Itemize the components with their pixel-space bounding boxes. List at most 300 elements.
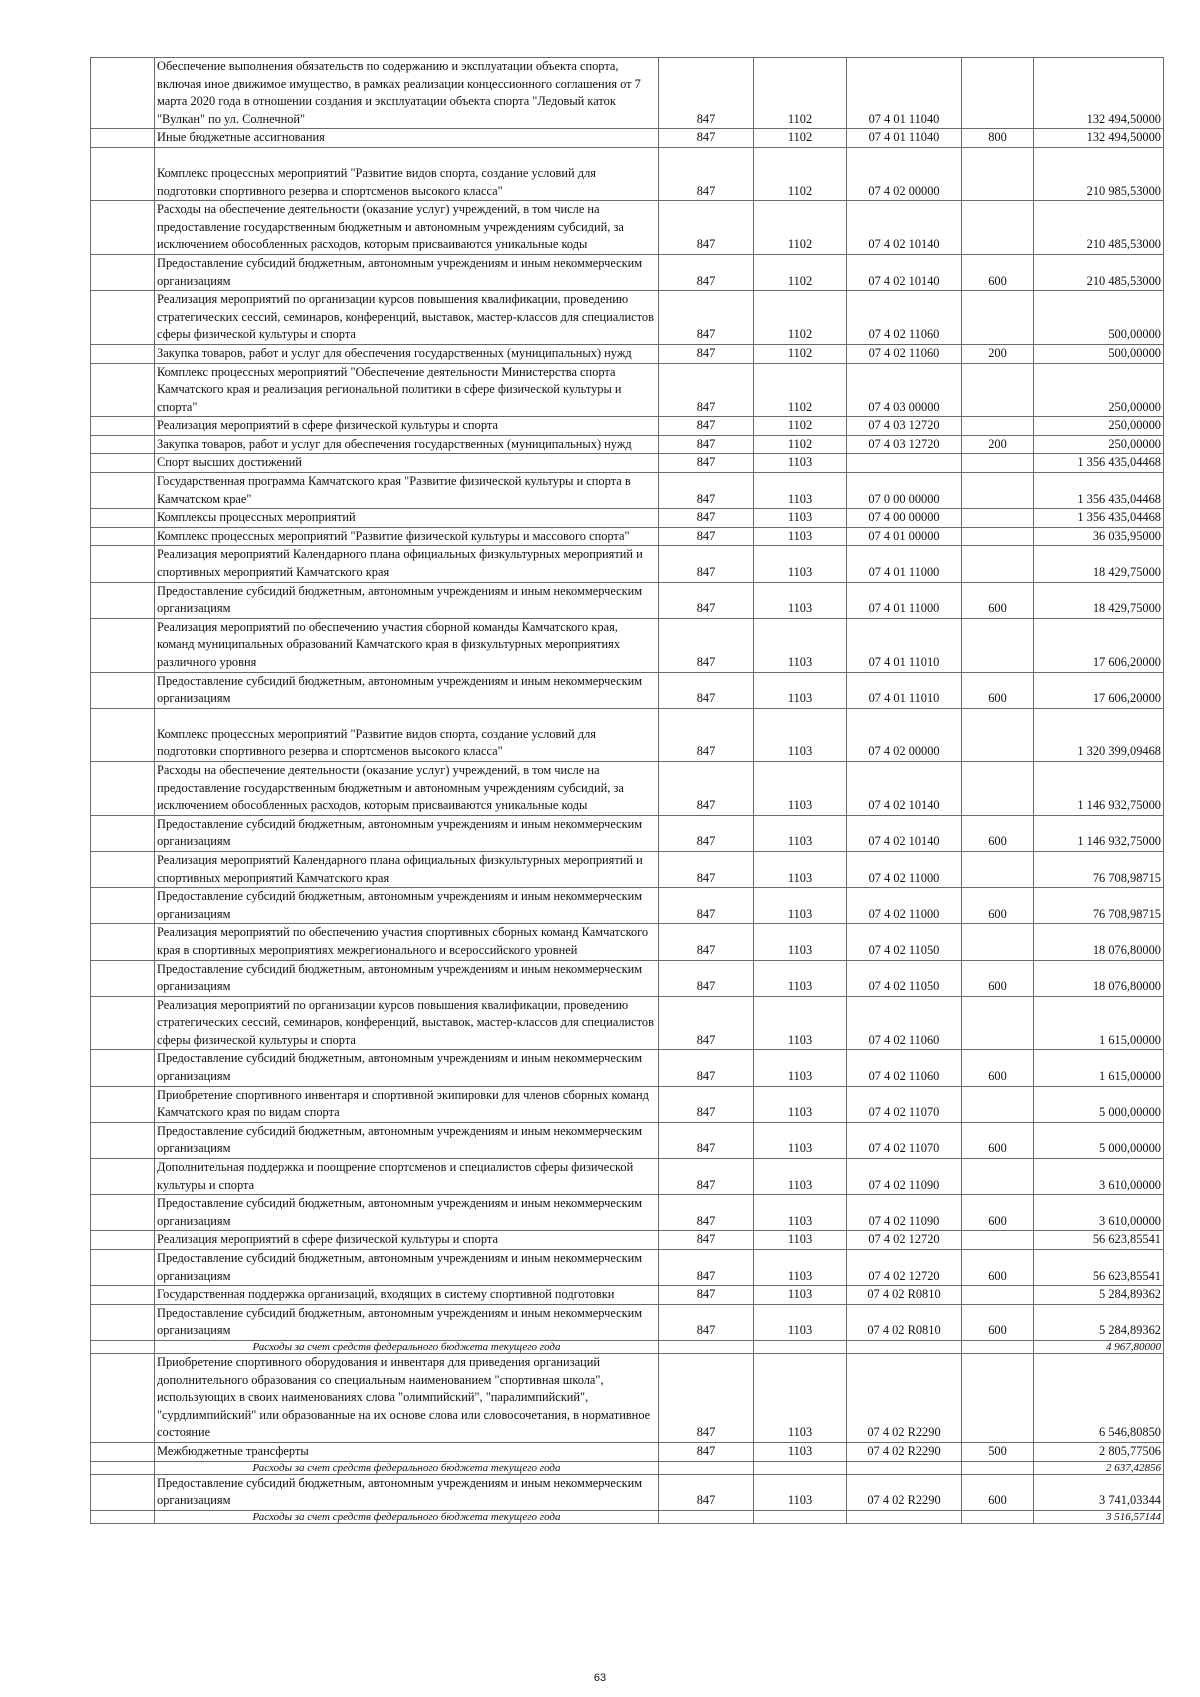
row-sum-cell: 17 606,20000 bbox=[1034, 672, 1164, 708]
row-sum-cell: 18 076,80000 bbox=[1034, 924, 1164, 960]
row-expense-type-cell bbox=[962, 58, 1034, 129]
table-row bbox=[91, 888, 1164, 924]
row-target-article-cell: 07 0 00 00000 bbox=[847, 473, 962, 509]
row-index-cell bbox=[91, 147, 155, 200]
row-grbs-cell: 847 bbox=[659, 1353, 754, 1442]
row-expense-type-cell bbox=[962, 924, 1034, 960]
row-section-cell: 1103 bbox=[754, 454, 847, 473]
row-index-cell bbox=[91, 888, 155, 924]
row-name-cell: Предоставление субсидий бюджетным, автономным учреждениям и иным некоммерческим организациям bbox=[155, 1195, 659, 1231]
budget-table bbox=[90, 57, 1164, 1524]
row-section-cell: 1102 bbox=[754, 435, 847, 454]
row-grbs-cell: 847 bbox=[659, 1442, 754, 1461]
row-section-cell bbox=[754, 1461, 847, 1474]
row-expense-type-cell bbox=[962, 1461, 1034, 1474]
table-row bbox=[91, 996, 1164, 1050]
row-section-cell: 1102 bbox=[754, 58, 847, 129]
row-index-cell bbox=[91, 1195, 155, 1231]
row-name-cell: Предоставление субсидий бюджетным, автономным учреждениям и иным некоммерческим организациям bbox=[155, 1474, 659, 1510]
row-sum-cell: 3 610,00000 bbox=[1034, 1159, 1164, 1195]
row-target-article-cell: 07 4 02 11050 bbox=[847, 960, 962, 996]
row-sum-cell: 2 805,77506 bbox=[1034, 1442, 1164, 1461]
row-sum-cell: 1 356 435,04468 bbox=[1034, 509, 1164, 528]
row-sum-cell: 132 494,50000 bbox=[1034, 129, 1164, 148]
table-row bbox=[91, 291, 1164, 345]
row-name-cell: Реализация мероприятий Календарного плана официальных физкультурных мероприятий и спортивных мероприятий Камчатского края bbox=[155, 546, 659, 582]
row-grbs-cell: 847 bbox=[659, 888, 754, 924]
row-target-article-cell: 07 4 02 12720 bbox=[847, 1231, 962, 1250]
row-sum-cell: 18 429,75000 bbox=[1034, 582, 1164, 618]
row-expense-type-cell bbox=[962, 618, 1034, 672]
table-row bbox=[91, 1442, 1164, 1461]
row-expense-type-cell bbox=[962, 147, 1034, 200]
row-sum-cell: 6 546,80850 bbox=[1034, 1353, 1164, 1442]
row-expense-type-cell: 800 bbox=[962, 129, 1034, 148]
row-name-cell: Иные бюджетные ассигнования bbox=[155, 129, 659, 148]
row-grbs-cell: 847 bbox=[659, 454, 754, 473]
row-index-cell bbox=[91, 1442, 155, 1461]
row-index-cell bbox=[91, 708, 155, 761]
row-section-cell: 1103 bbox=[754, 618, 847, 672]
row-name-cell: Предоставление субсидий бюджетным, автономным учреждениям и иным некоммерческим организациям bbox=[155, 1304, 659, 1340]
row-section-cell: 1103 bbox=[754, 1122, 847, 1158]
table-row bbox=[91, 618, 1164, 672]
row-sum-cell: 36 035,95000 bbox=[1034, 527, 1164, 546]
row-name-cell: Реализация мероприятий по обеспечению участия спортивных сборных команд Камчатского края в спортивных мероприятиях межрегионального и всероссийского уровней bbox=[155, 924, 659, 960]
row-sum-cell: 210 985,53000 bbox=[1034, 147, 1164, 200]
row-section-cell: 1103 bbox=[754, 1250, 847, 1286]
row-sum-cell: 3 741,03344 bbox=[1034, 1474, 1164, 1510]
row-sum-cell: 5 000,00000 bbox=[1034, 1122, 1164, 1158]
row-target-article-cell: 07 4 01 11010 bbox=[847, 618, 962, 672]
row-index-cell bbox=[91, 815, 155, 851]
table-row bbox=[91, 1195, 1164, 1231]
table-row bbox=[91, 1250, 1164, 1286]
row-name-cell: Расходы за счет средств федерального бюджета текущего года bbox=[155, 1510, 659, 1523]
row-expense-type-cell: 200 bbox=[962, 435, 1034, 454]
row-target-article-cell: 07 4 01 11000 bbox=[847, 582, 962, 618]
row-grbs-cell: 847 bbox=[659, 672, 754, 708]
row-grbs-cell: 847 bbox=[659, 254, 754, 290]
row-name-cell: Предоставление субсидий бюджетным, автономным учреждениям и иным некоммерческим организациям bbox=[155, 1250, 659, 1286]
row-grbs-cell: 847 bbox=[659, 509, 754, 528]
row-index-cell bbox=[91, 1353, 155, 1442]
row-target-article-cell bbox=[847, 1510, 962, 1523]
row-grbs-cell: 847 bbox=[659, 363, 754, 417]
row-name-cell: Комплекс процессных мероприятий "Развитие видов спорта, создание условий для подготовки спортивного резерва и спортсменов высокого класса" bbox=[155, 147, 659, 200]
row-sum-cell: 210 485,53000 bbox=[1034, 254, 1164, 290]
row-section-cell: 1103 bbox=[754, 851, 847, 887]
row-sum-cell: 500,00000 bbox=[1034, 291, 1164, 345]
row-section-cell: 1103 bbox=[754, 672, 847, 708]
row-name-cell: Приобретение спортивного оборудования и инвентаря для приведения организаций дополнительного образования со специальным наименованием "спортивная школа", использующих в своих наименованиях слова "олимпийский", "паралимпийский", "сурдлимпийский" или образованные на их основе слова или словосочетания, в нормативное состояние bbox=[155, 1353, 659, 1442]
row-index-cell bbox=[91, 1510, 155, 1523]
table-row bbox=[91, 1159, 1164, 1195]
row-section-cell: 1103 bbox=[754, 1286, 847, 1305]
table-row bbox=[91, 129, 1164, 148]
table-row bbox=[91, 473, 1164, 509]
row-name-cell: Предоставление субсидий бюджетным, автономным учреждениям и иным некоммерческим организациям bbox=[155, 672, 659, 708]
row-index-cell bbox=[91, 527, 155, 546]
row-grbs-cell: 847 bbox=[659, 546, 754, 582]
row-name-cell: Реализация мероприятий по организации курсов повышения квалификации, проведению стратегических сессий, семинаров, конференций, выставок, мастер-классов для специалистов сферы физической культуры и спорта bbox=[155, 996, 659, 1050]
table-row bbox=[91, 201, 1164, 255]
row-section-cell: 1103 bbox=[754, 1304, 847, 1340]
row-sum-cell: 250,00000 bbox=[1034, 363, 1164, 417]
row-index-cell bbox=[91, 1250, 155, 1286]
row-target-article-cell: 07 4 02 10140 bbox=[847, 815, 962, 851]
row-target-article-cell: 07 4 02 R2290 bbox=[847, 1353, 962, 1442]
table-row bbox=[91, 147, 1164, 200]
row-index-cell bbox=[91, 417, 155, 436]
row-section-cell: 1102 bbox=[754, 363, 847, 417]
row-sum-cell: 4 967,80000 bbox=[1034, 1340, 1164, 1353]
row-section-cell: 1102 bbox=[754, 201, 847, 255]
row-sum-cell: 1 146 932,75000 bbox=[1034, 815, 1164, 851]
row-target-article-cell: 07 4 01 11040 bbox=[847, 129, 962, 148]
row-index-cell bbox=[91, 1461, 155, 1474]
row-index-cell bbox=[91, 546, 155, 582]
row-sum-cell: 132 494,50000 bbox=[1034, 58, 1164, 129]
row-section-cell: 1103 bbox=[754, 708, 847, 761]
row-grbs-cell: 847 bbox=[659, 1122, 754, 1158]
row-section-cell: 1103 bbox=[754, 960, 847, 996]
row-section-cell bbox=[754, 1340, 847, 1353]
row-grbs-cell bbox=[659, 1461, 754, 1474]
row-expense-type-cell: 600 bbox=[962, 888, 1034, 924]
row-grbs-cell bbox=[659, 1340, 754, 1353]
row-sum-cell: 3 516,57144 bbox=[1034, 1510, 1164, 1523]
row-name-cell: Комплекс процессных мероприятий "Развитие физической культуры и массового спорта" bbox=[155, 527, 659, 546]
table-row bbox=[91, 509, 1164, 528]
row-sum-cell: 1 320 399,09468 bbox=[1034, 708, 1164, 761]
row-section-cell: 1103 bbox=[754, 582, 847, 618]
row-section-cell: 1103 bbox=[754, 924, 847, 960]
row-sum-cell: 1 356 435,04468 bbox=[1034, 454, 1164, 473]
row-index-cell bbox=[91, 254, 155, 290]
row-section-cell: 1102 bbox=[754, 344, 847, 363]
row-index-cell bbox=[91, 1340, 155, 1353]
row-grbs-cell: 847 bbox=[659, 473, 754, 509]
row-expense-type-cell bbox=[962, 761, 1034, 815]
table-row bbox=[91, 1122, 1164, 1158]
row-expense-type-cell bbox=[962, 1159, 1034, 1195]
table-row bbox=[91, 1231, 1164, 1250]
row-expense-type-cell: 200 bbox=[962, 344, 1034, 363]
row-section-cell: 1103 bbox=[754, 1353, 847, 1442]
budget-table-body bbox=[91, 58, 1164, 1524]
federal-budget-row bbox=[91, 1510, 1164, 1523]
row-target-article-cell: 07 4 02 11090 bbox=[847, 1195, 962, 1231]
table-row bbox=[91, 582, 1164, 618]
row-section-cell bbox=[754, 1510, 847, 1523]
row-expense-type-cell bbox=[962, 417, 1034, 436]
row-target-article-cell: 07 4 02 R2290 bbox=[847, 1474, 962, 1510]
row-expense-type-cell bbox=[962, 1231, 1034, 1250]
table-row bbox=[91, 851, 1164, 887]
row-sum-cell: 56 623,85541 bbox=[1034, 1231, 1164, 1250]
row-index-cell bbox=[91, 618, 155, 672]
row-expense-type-cell: 600 bbox=[962, 960, 1034, 996]
row-target-article-cell: 07 4 02 11050 bbox=[847, 924, 962, 960]
row-expense-type-cell bbox=[962, 1353, 1034, 1442]
row-grbs-cell: 847 bbox=[659, 1231, 754, 1250]
row-grbs-cell: 847 bbox=[659, 344, 754, 363]
row-grbs-cell: 847 bbox=[659, 58, 754, 129]
row-section-cell: 1103 bbox=[754, 473, 847, 509]
row-expense-type-cell bbox=[962, 509, 1034, 528]
row-name-cell: Обеспечение выполнения обязательств по содержанию и эксплуатации объекта спорта, включая иное движимое имущество, в рамках реализации концессионного соглашения от 7 марта 2020 года в отношении создания и эксплуатации объекта спорта "Ледовый каток "Вулкан" по ул. Солнечной" bbox=[155, 58, 659, 129]
row-name-cell: Закупка товаров, работ и услуг для обеспечения государственных (муниципальных) нужд bbox=[155, 344, 659, 363]
row-name-cell: Дополнительная поддержка и поощрение спортсменов и специалистов сферы физической культуры и спорта bbox=[155, 1159, 659, 1195]
row-expense-type-cell bbox=[962, 851, 1034, 887]
row-grbs-cell: 847 bbox=[659, 417, 754, 436]
row-grbs-cell: 847 bbox=[659, 582, 754, 618]
row-index-cell bbox=[91, 1304, 155, 1340]
row-target-article-cell bbox=[847, 454, 962, 473]
row-index-cell bbox=[91, 924, 155, 960]
row-section-cell: 1103 bbox=[754, 509, 847, 528]
table-row bbox=[91, 960, 1164, 996]
row-expense-type-cell bbox=[962, 363, 1034, 417]
table-row bbox=[91, 1304, 1164, 1340]
row-target-article-cell bbox=[847, 1461, 962, 1474]
row-grbs-cell: 847 bbox=[659, 1195, 754, 1231]
table-row bbox=[91, 454, 1164, 473]
row-grbs-cell: 847 bbox=[659, 960, 754, 996]
table-row bbox=[91, 708, 1164, 761]
row-grbs-cell: 847 bbox=[659, 1159, 754, 1195]
row-sum-cell: 5 284,89362 bbox=[1034, 1286, 1164, 1305]
row-expense-type-cell: 600 bbox=[962, 254, 1034, 290]
row-grbs-cell: 847 bbox=[659, 291, 754, 345]
row-grbs-cell: 847 bbox=[659, 708, 754, 761]
row-target-article-cell bbox=[847, 1340, 962, 1353]
row-name-cell: Расходы на обеспечение деятельности (оказание услуг) учреждений, в том числе на предоставление государственным бюджетным и автономным учреждениям субсидий, за исключением обособленных расходов, которым присваиваются уникальные коды bbox=[155, 761, 659, 815]
row-target-article-cell: 07 4 02 11060 bbox=[847, 1050, 962, 1086]
row-expense-type-cell bbox=[962, 1086, 1034, 1122]
row-name-cell: Предоставление субсидий бюджетным, автономным учреждениям и иным некоммерческим организациям bbox=[155, 582, 659, 618]
row-grbs-cell: 847 bbox=[659, 129, 754, 148]
row-section-cell: 1103 bbox=[754, 761, 847, 815]
row-name-cell: Предоставление субсидий бюджетным, автономным учреждениям и иным некоммерческим организациям bbox=[155, 888, 659, 924]
row-section-cell: 1103 bbox=[754, 1195, 847, 1231]
row-section-cell: 1103 bbox=[754, 1231, 847, 1250]
row-expense-type-cell bbox=[962, 1286, 1034, 1305]
row-name-cell: Государственная поддержка организаций, входящих в систему спортивной подготовки bbox=[155, 1286, 659, 1305]
row-expense-type-cell: 600 bbox=[962, 1474, 1034, 1510]
table-row bbox=[91, 1086, 1164, 1122]
row-section-cell: 1103 bbox=[754, 996, 847, 1050]
row-target-article-cell: 07 4 03 12720 bbox=[847, 435, 962, 454]
row-index-cell bbox=[91, 960, 155, 996]
federal-budget-row bbox=[91, 1461, 1164, 1474]
row-target-article-cell: 07 4 03 12720 bbox=[847, 417, 962, 436]
row-name-cell: Реализация мероприятий в сфере физической культуры и спорта bbox=[155, 417, 659, 436]
row-index-cell bbox=[91, 291, 155, 345]
row-sum-cell: 3 610,00000 bbox=[1034, 1195, 1164, 1231]
row-name-cell: Расходы за счет средств федерального бюджета текущего года bbox=[155, 1340, 659, 1353]
row-name-cell: Закупка товаров, работ и услуг для обеспечения государственных (муниципальных) нужд bbox=[155, 435, 659, 454]
row-index-cell bbox=[91, 851, 155, 887]
row-name-cell: Реализация мероприятий по организации курсов повышения квалификации, проведению стратегических сессий, семинаров, конференций, выставок, мастер-классов для специалистов сферы физической культуры и спорта bbox=[155, 291, 659, 345]
row-target-article-cell: 07 4 02 00000 bbox=[847, 708, 962, 761]
row-target-article-cell: 07 4 01 11000 bbox=[847, 546, 962, 582]
row-name-cell: Реализация мероприятий по обеспечению участия сборной команды Камчатского края, команд муниципальных образований Камчатского края в физкультурных мероприятиях различного уровня bbox=[155, 618, 659, 672]
row-index-cell bbox=[91, 363, 155, 417]
row-name-cell: Приобретение спортивного инвентаря и спортивной экипировки для членов сборных команд Камчатского края по видам спорта bbox=[155, 1086, 659, 1122]
table-row bbox=[91, 761, 1164, 815]
row-sum-cell: 76 708,98715 bbox=[1034, 851, 1164, 887]
row-index-cell bbox=[91, 129, 155, 148]
row-expense-type-cell: 600 bbox=[962, 1304, 1034, 1340]
row-expense-type-cell: 500 bbox=[962, 1442, 1034, 1461]
row-name-cell: Спорт высших достижений bbox=[155, 454, 659, 473]
row-expense-type-cell bbox=[962, 1340, 1034, 1353]
row-section-cell: 1102 bbox=[754, 129, 847, 148]
table-row bbox=[91, 417, 1164, 436]
page-number: 63 bbox=[593, 1672, 607, 1684]
row-name-cell: Предоставление субсидий бюджетным, автономным учреждениям и иным некоммерческим организациям bbox=[155, 815, 659, 851]
row-index-cell bbox=[91, 435, 155, 454]
row-section-cell: 1103 bbox=[754, 888, 847, 924]
row-expense-type-cell: 600 bbox=[962, 582, 1034, 618]
table-row bbox=[91, 924, 1164, 960]
row-expense-type-cell: 600 bbox=[962, 1250, 1034, 1286]
row-index-cell bbox=[91, 58, 155, 129]
row-sum-cell: 250,00000 bbox=[1034, 435, 1164, 454]
row-section-cell: 1103 bbox=[754, 1086, 847, 1122]
row-section-cell: 1103 bbox=[754, 546, 847, 582]
row-index-cell bbox=[91, 582, 155, 618]
row-grbs-cell bbox=[659, 1510, 754, 1523]
row-target-article-cell: 07 4 02 11000 bbox=[847, 888, 962, 924]
row-expense-type-cell: 600 bbox=[962, 1122, 1034, 1158]
row-grbs-cell: 847 bbox=[659, 1250, 754, 1286]
row-sum-cell: 2 637,42856 bbox=[1034, 1461, 1164, 1474]
row-name-cell: Расходы на обеспечение деятельности (оказание услуг) учреждений, в том числе на предоставление государственным бюджетным и автономным учреждениям субсидий, за исключением обособленных расходов, которым присваиваются уникальные коды bbox=[155, 201, 659, 255]
row-sum-cell: 76 708,98715 bbox=[1034, 888, 1164, 924]
row-expense-type-cell bbox=[962, 996, 1034, 1050]
row-index-cell bbox=[91, 1474, 155, 1510]
row-index-cell bbox=[91, 1050, 155, 1086]
row-target-article-cell: 07 4 01 11010 bbox=[847, 672, 962, 708]
row-grbs-cell: 847 bbox=[659, 815, 754, 851]
row-expense-type-cell bbox=[962, 546, 1034, 582]
row-expense-type-cell bbox=[962, 201, 1034, 255]
row-index-cell bbox=[91, 1231, 155, 1250]
row-grbs-cell: 847 bbox=[659, 1050, 754, 1086]
row-name-cell: Реализация мероприятий Календарного плана официальных физкультурных мероприятий и спортивных мероприятий Камчатского края bbox=[155, 851, 659, 887]
table-row bbox=[91, 344, 1164, 363]
row-target-article-cell: 07 4 02 R0810 bbox=[847, 1304, 962, 1340]
row-section-cell: 1103 bbox=[754, 1050, 847, 1086]
row-target-article-cell: 07 4 01 11040 bbox=[847, 58, 962, 129]
table-row bbox=[91, 1353, 1164, 1442]
row-target-article-cell: 07 4 02 R2290 bbox=[847, 1442, 962, 1461]
row-sum-cell: 1 615,00000 bbox=[1034, 996, 1164, 1050]
row-grbs-cell: 847 bbox=[659, 201, 754, 255]
row-sum-cell: 1 146 932,75000 bbox=[1034, 761, 1164, 815]
row-target-article-cell: 07 4 02 11090 bbox=[847, 1159, 962, 1195]
row-name-cell: Предоставление субсидий бюджетным, автономным учреждениям и иным некоммерческим организациям bbox=[155, 1050, 659, 1086]
table-row bbox=[91, 672, 1164, 708]
row-index-cell bbox=[91, 473, 155, 509]
table-row bbox=[91, 1050, 1164, 1086]
row-expense-type-cell bbox=[962, 708, 1034, 761]
row-grbs-cell: 847 bbox=[659, 435, 754, 454]
row-expense-type-cell bbox=[962, 473, 1034, 509]
row-section-cell: 1102 bbox=[754, 147, 847, 200]
row-target-article-cell: 07 4 02 11070 bbox=[847, 1086, 962, 1122]
row-sum-cell: 250,00000 bbox=[1034, 417, 1164, 436]
row-name-cell: Государственная программа Камчатского края "Развитие физической культуры и спорта в Камчатском крае" bbox=[155, 473, 659, 509]
row-target-article-cell: 07 4 02 11060 bbox=[847, 996, 962, 1050]
row-grbs-cell: 847 bbox=[659, 1086, 754, 1122]
row-sum-cell: 500,00000 bbox=[1034, 344, 1164, 363]
row-index-cell bbox=[91, 1286, 155, 1305]
row-name-cell: Расходы за счет средств федерального бюджета текущего года bbox=[155, 1461, 659, 1474]
row-grbs-cell: 847 bbox=[659, 1304, 754, 1340]
row-grbs-cell: 847 bbox=[659, 147, 754, 200]
row-name-cell: Комплекс процессных мероприятий "Развитие видов спорта, создание условий для подготовки спортивного резерва и спортсменов высокого класса" bbox=[155, 708, 659, 761]
table-row bbox=[91, 1286, 1164, 1305]
row-target-article-cell: 07 4 02 00000 bbox=[847, 147, 962, 200]
table-row bbox=[91, 527, 1164, 546]
row-grbs-cell: 847 bbox=[659, 851, 754, 887]
row-index-cell bbox=[91, 344, 155, 363]
row-section-cell: 1102 bbox=[754, 417, 847, 436]
row-sum-cell: 1 615,00000 bbox=[1034, 1050, 1164, 1086]
row-grbs-cell: 847 bbox=[659, 761, 754, 815]
table-row bbox=[91, 546, 1164, 582]
row-name-cell: Предоставление субсидий бюджетным, автономным учреждениям и иным некоммерческим организациям bbox=[155, 960, 659, 996]
row-index-cell bbox=[91, 201, 155, 255]
row-sum-cell: 18 429,75000 bbox=[1034, 546, 1164, 582]
row-target-article-cell: 07 4 02 11000 bbox=[847, 851, 962, 887]
row-name-cell: Комплекс процессных мероприятий "Обеспечение деятельности Министерства спорта Камчатского края и реализация региональной политики в сфере физической культуры и спорта" bbox=[155, 363, 659, 417]
row-target-article-cell: 07 4 00 00000 bbox=[847, 509, 962, 528]
row-name-cell: Межбюджетные трансферты bbox=[155, 1442, 659, 1461]
table-row bbox=[91, 254, 1164, 290]
row-index-cell bbox=[91, 509, 155, 528]
row-target-article-cell: 07 4 02 11070 bbox=[847, 1122, 962, 1158]
row-target-article-cell: 07 4 02 10140 bbox=[847, 761, 962, 815]
row-name-cell: Реализация мероприятий в сфере физической культуры и спорта bbox=[155, 1231, 659, 1250]
row-name-cell: Предоставление субсидий бюджетным, автономным учреждениям и иным некоммерческим организациям bbox=[155, 1122, 659, 1158]
row-index-cell bbox=[91, 761, 155, 815]
row-grbs-cell: 847 bbox=[659, 996, 754, 1050]
row-target-article-cell: 07 4 02 12720 bbox=[847, 1250, 962, 1286]
row-expense-type-cell bbox=[962, 291, 1034, 345]
row-section-cell: 1102 bbox=[754, 254, 847, 290]
row-name-cell: Предоставление субсидий бюджетным, автономным учреждениям и иным некоммерческим организациям bbox=[155, 254, 659, 290]
row-target-article-cell: 07 4 01 00000 bbox=[847, 527, 962, 546]
row-name-cell: Комплексы процессных мероприятий bbox=[155, 509, 659, 528]
table-row bbox=[91, 435, 1164, 454]
row-sum-cell: 18 076,80000 bbox=[1034, 960, 1164, 996]
row-target-article-cell: 07 4 02 11060 bbox=[847, 344, 962, 363]
row-expense-type-cell: 600 bbox=[962, 672, 1034, 708]
row-index-cell bbox=[91, 1122, 155, 1158]
row-expense-type-cell: 600 bbox=[962, 1195, 1034, 1231]
row-index-cell bbox=[91, 1086, 155, 1122]
row-expense-type-cell bbox=[962, 454, 1034, 473]
row-sum-cell: 5 000,00000 bbox=[1034, 1086, 1164, 1122]
row-section-cell: 1103 bbox=[754, 815, 847, 851]
row-expense-type-cell bbox=[962, 1510, 1034, 1523]
row-grbs-cell: 847 bbox=[659, 1474, 754, 1510]
